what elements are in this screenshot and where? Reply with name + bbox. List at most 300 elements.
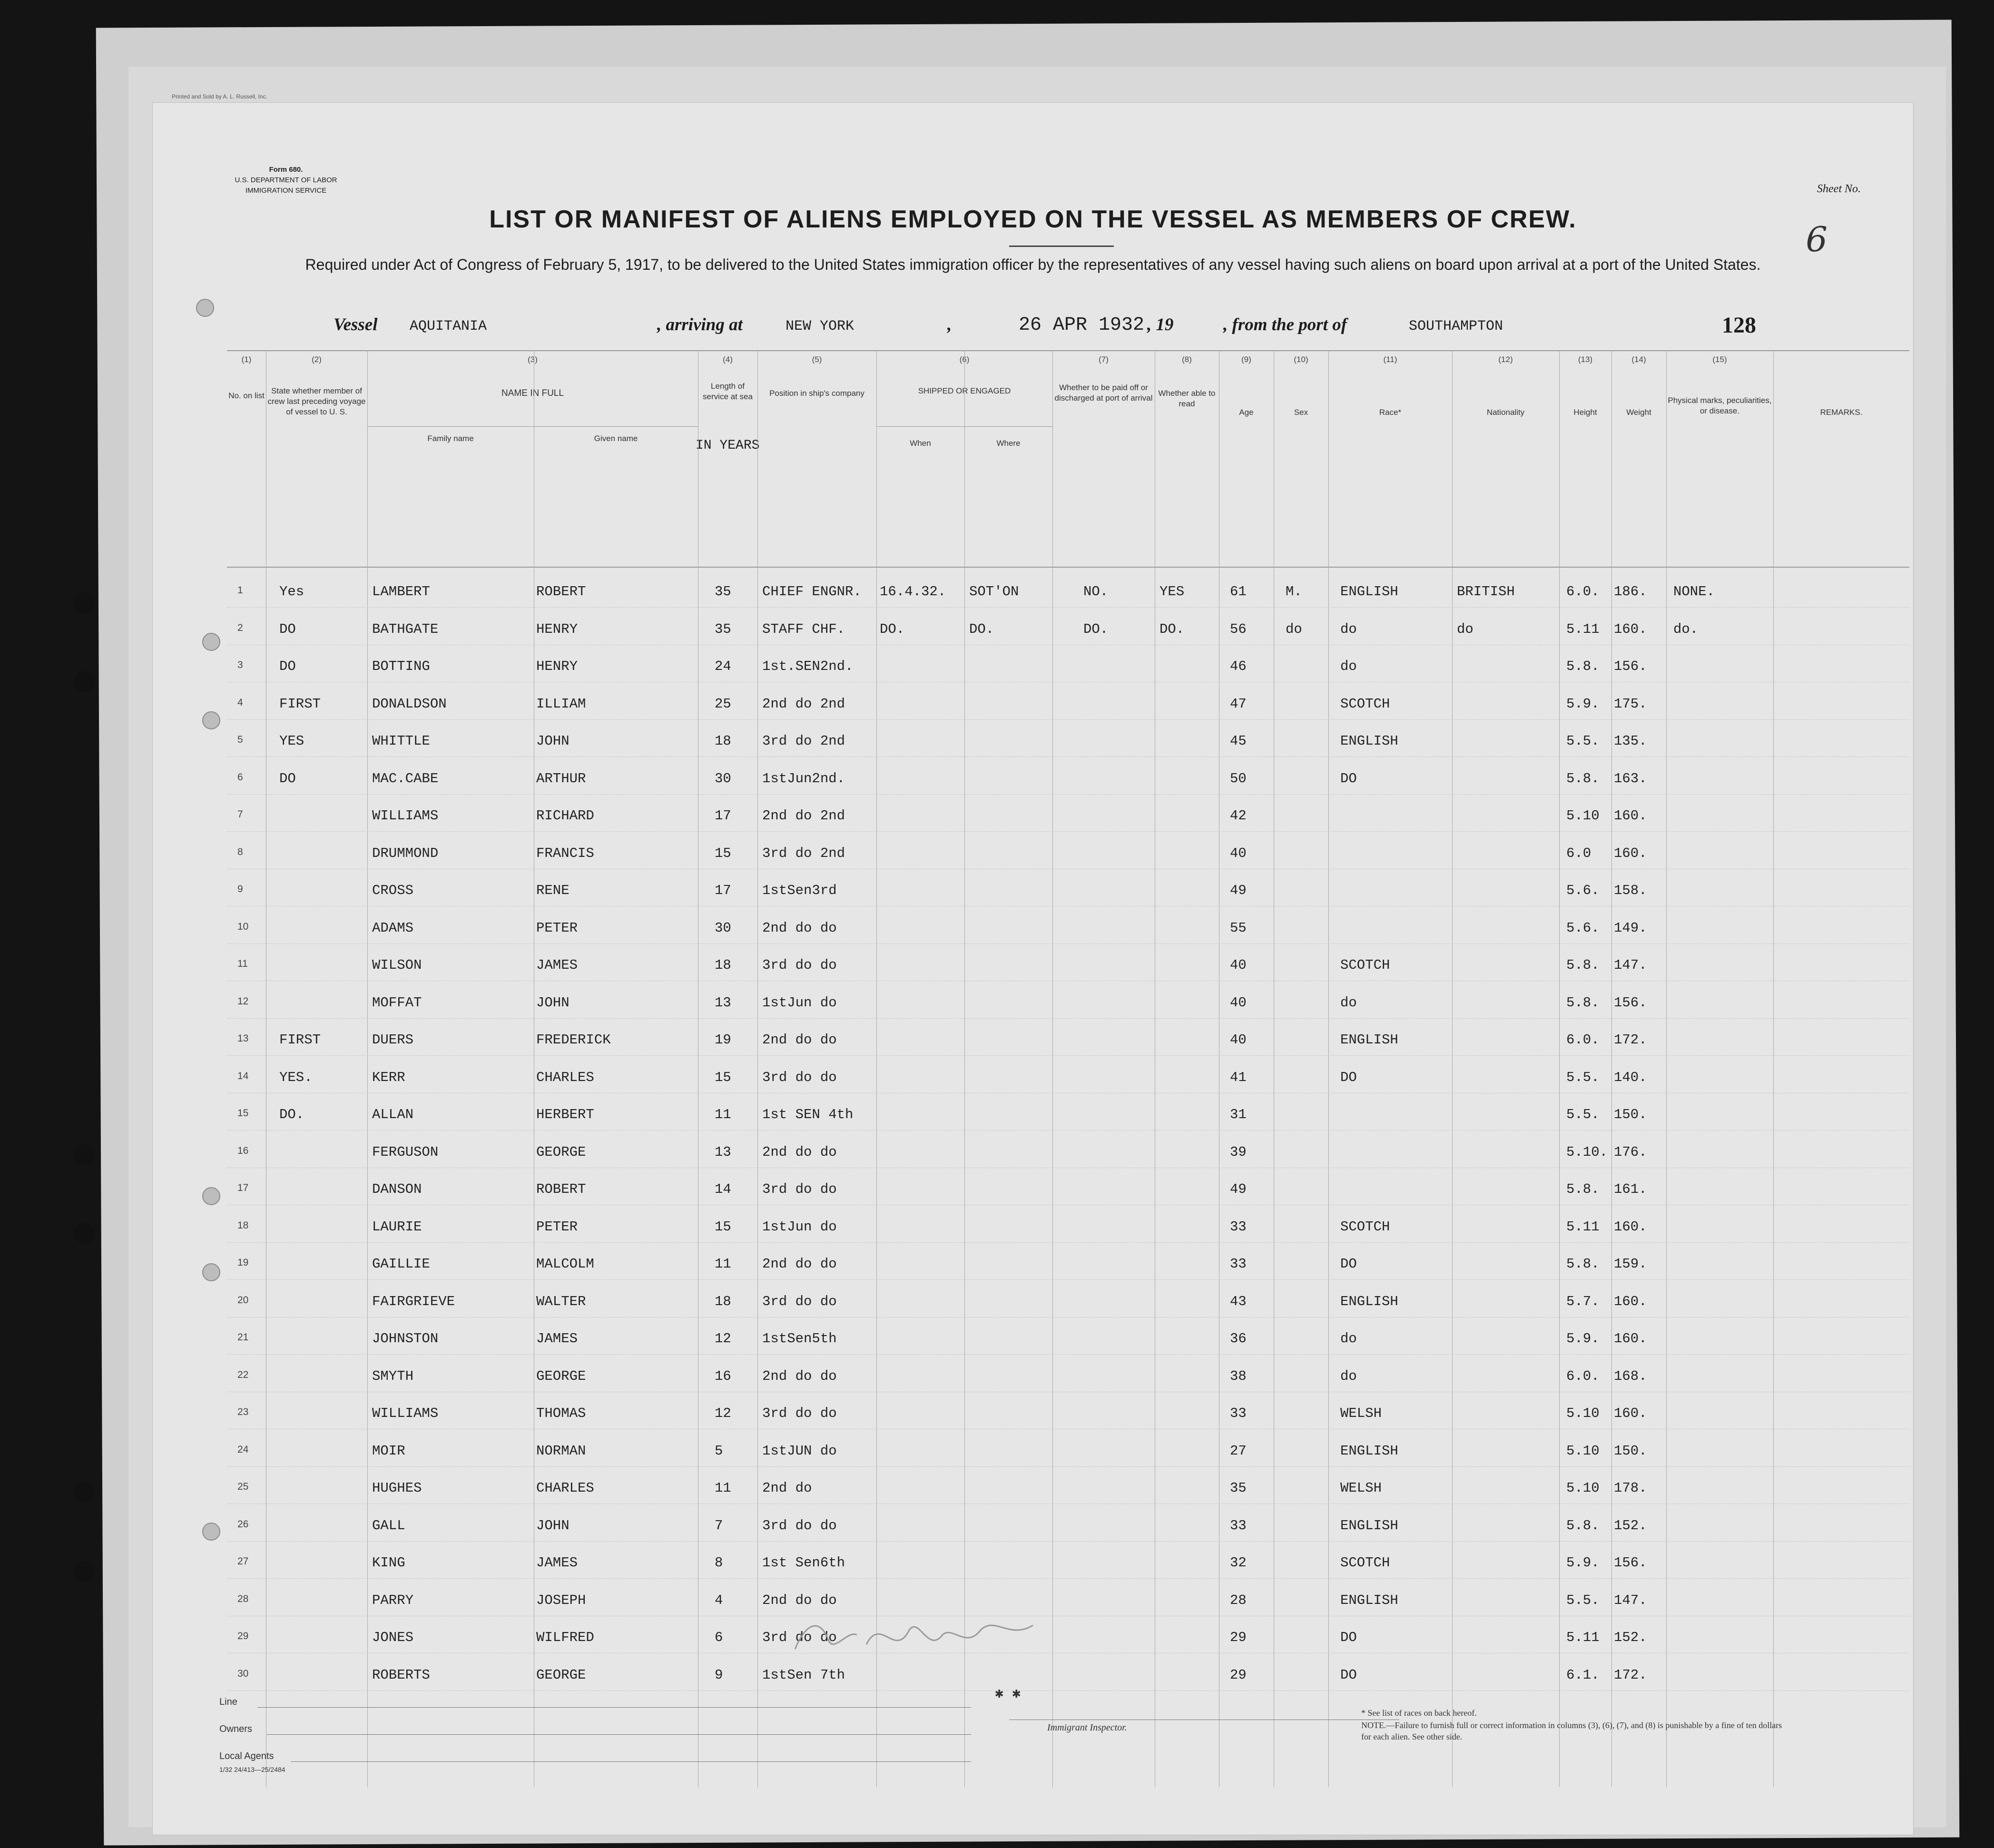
cell-family: GALL	[372, 1517, 405, 1533]
cell-race: WELSH	[1340, 1480, 1382, 1496]
column-rule	[367, 350, 368, 1787]
cell-given: JAMES	[536, 957, 578, 973]
footer-agents-label: Local Agents	[219, 1751, 274, 1761]
col-num-10: (10)	[1294, 355, 1308, 364]
col-num-6: (6)	[959, 355, 970, 364]
cell-age: 47	[1230, 696, 1247, 712]
cell-height: 5.8.	[1566, 1517, 1600, 1533]
cell-service: 8	[715, 1555, 723, 1571]
cell-service: 11	[715, 1256, 731, 1272]
handwritten-signature	[786, 1597, 1052, 1668]
cell-service: 11	[715, 1107, 731, 1122]
cell-given: CHARLES	[536, 1480, 594, 1496]
cell-race: SCOTCH	[1340, 1219, 1390, 1235]
cell-service: 30	[715, 920, 731, 936]
column-rule	[1559, 350, 1560, 1787]
punch-hole	[202, 1523, 220, 1541]
cell-position: 1st Sen6th	[762, 1555, 845, 1571]
penalty-note: NOTE.—Failure to furnish full or correct information in columns (3), (6), (7), and (8) is punishable by a fine of ten dollars for each alien. See other side.	[1361, 1720, 1782, 1741]
cell-weight: 135.	[1614, 733, 1647, 749]
cell-given: MALCOLM	[536, 1256, 594, 1272]
cell-family: DONALDSON	[372, 696, 447, 712]
column-rule	[964, 350, 965, 1787]
row-number: 3	[237, 659, 243, 670]
row-number: 13	[237, 1033, 249, 1044]
row-number: 7	[237, 809, 243, 820]
cell-weight: 149.	[1614, 920, 1647, 936]
crew-table	[227, 350, 1909, 1787]
cell-service: 17	[715, 883, 731, 898]
row-rule	[227, 1578, 1909, 1579]
hdr-given-name: Given name	[594, 434, 638, 443]
cell-given: HERBERT	[536, 1107, 594, 1122]
cell-position: 3rd do do	[762, 1293, 837, 1309]
cell-weight: 152.	[1614, 1630, 1647, 1645]
cell-age: 56	[1230, 621, 1247, 637]
cell-weight: 159.	[1614, 1256, 1647, 1272]
cell-height: 5.8.	[1566, 770, 1600, 786]
cell-service: 5	[715, 1443, 723, 1459]
cell-given: HENRY	[536, 659, 578, 674]
cell-family: WILSON	[372, 957, 422, 973]
cell-read: DO.	[1159, 621, 1185, 637]
cell-age: 49	[1230, 1181, 1247, 1197]
cell-age: 61	[1230, 584, 1247, 600]
cell-service: 25	[715, 696, 731, 712]
cell-family: WILLIAMS	[372, 808, 439, 824]
row-rule	[227, 831, 1909, 832]
year-label: , 19	[1147, 315, 1174, 334]
cell-height: 5.5.	[1566, 733, 1600, 749]
cell-service: 15	[715, 1219, 731, 1235]
cell-race: do	[1340, 1331, 1357, 1347]
cell-service: 35	[715, 621, 731, 637]
cell-given: NORMAN	[536, 1443, 586, 1459]
cell-height: 5.8.	[1566, 1256, 1600, 1272]
cell-family: PARRY	[372, 1592, 414, 1608]
cell-given: CHARLES	[536, 1069, 594, 1085]
column-rule	[1052, 350, 1053, 1787]
cell-nat: do	[1457, 621, 1473, 637]
hdr-where: Where	[996, 439, 1021, 448]
hdr-in-years: IN YEARS	[696, 438, 760, 453]
cell-height: 5.10	[1566, 1406, 1600, 1421]
cell-race: WELSH	[1340, 1406, 1382, 1421]
cell-race: do	[1340, 621, 1357, 637]
cell-given: THOMAS	[536, 1406, 586, 1421]
date-stamp: 26 APR 1932	[1019, 315, 1145, 336]
row-number: 23	[237, 1406, 249, 1417]
cell-weight: 172.	[1614, 1032, 1647, 1048]
cell-given: HENRY	[536, 621, 578, 637]
row-rule	[227, 794, 1909, 795]
cell-position: CHIEF ENGNR.	[762, 584, 862, 600]
hdr-height: Height	[1573, 408, 1597, 417]
cell-height: 6.0	[1566, 845, 1591, 861]
cell-weight: 140.	[1614, 1069, 1647, 1085]
cell-weight: 163.	[1614, 770, 1647, 786]
cell-position: 3rd do do	[762, 1181, 837, 1197]
cell-race: ENGLISH	[1340, 733, 1398, 749]
cell-position: 1stJun2nd.	[762, 770, 845, 786]
cell-family: ADAMS	[372, 920, 414, 936]
cell-height: 5.9.	[1566, 1331, 1600, 1347]
cell-weight: 156.	[1614, 1555, 1647, 1571]
hdr-previous-voyage: State whether member of crew last preceding voyage of vessel to U. S.	[267, 386, 366, 416]
row-number: 25	[237, 1481, 249, 1492]
hdr-shipped-engaged: SHIPPED OR ENGAGED	[918, 386, 1011, 395]
cell-sex: do	[1286, 621, 1302, 637]
cell-read: YES	[1159, 584, 1185, 600]
cell-race: SCOTCH	[1340, 696, 1390, 712]
cell-age: 40	[1230, 845, 1247, 861]
cell-marks: NONE.	[1673, 584, 1715, 600]
cell-family: HUGHES	[372, 1480, 422, 1496]
cell-family: KING	[372, 1555, 405, 1571]
cell-weight: 160.	[1614, 1406, 1647, 1421]
cell-given: FRANCIS	[536, 845, 594, 861]
cell-age: 36	[1230, 1331, 1247, 1347]
cell-age: 31	[1230, 1107, 1247, 1122]
cell-weight: 158.	[1614, 883, 1647, 898]
cell-family: MOIR	[372, 1443, 405, 1459]
cell-age: 29	[1230, 1667, 1247, 1683]
cell-height: 5.8.	[1566, 957, 1600, 973]
cell-service: 15	[715, 1069, 731, 1085]
cell-height: 5.10	[1566, 1480, 1600, 1496]
row-number: 29	[237, 1631, 249, 1642]
cell-race: DO	[1340, 1069, 1357, 1085]
cell-prev: Yes	[279, 584, 305, 600]
cell-where: DO.	[969, 621, 994, 637]
cell-service: 12	[715, 1406, 731, 1421]
row-number: 19	[237, 1257, 249, 1268]
cell-given: ARTHUR	[536, 770, 586, 786]
cell-age: 33	[1230, 1256, 1247, 1272]
hdr-no-on-list: No. on list	[228, 391, 265, 400]
col-num-2: (2)	[312, 355, 322, 364]
cell-weight: 150.	[1614, 1443, 1647, 1459]
row-rule	[227, 1354, 1909, 1355]
cell-service: 17	[715, 808, 731, 824]
cell-given: JOHN	[536, 1517, 570, 1533]
row-number: 16	[237, 1145, 249, 1156]
cell-weight: 178.	[1614, 1480, 1647, 1496]
cell-family: SMYTH	[372, 1368, 414, 1384]
cell-height: 6.0.	[1566, 1032, 1600, 1048]
punch-hole	[74, 1561, 95, 1582]
cell-family: ROBERTS	[372, 1667, 430, 1683]
footer-line-label: Line	[219, 1697, 237, 1707]
hdr-weight: Weight	[1626, 408, 1651, 417]
cell-position: 2nd do do	[762, 1144, 837, 1160]
arriving-port: NEW YORK	[786, 318, 855, 334]
col-num-5: (5)	[812, 355, 822, 364]
cell-height: 5.10.	[1566, 1144, 1608, 1160]
cell-family: LAMBERT	[372, 584, 430, 600]
cell-given: ROBERT	[536, 1181, 586, 1197]
cell-service: 14	[715, 1181, 731, 1197]
cell-age: 50	[1230, 770, 1247, 786]
row-number: 2	[237, 622, 243, 633]
cell-service: 18	[715, 733, 731, 749]
page-subtitle: Required under Act of Congress of February 5, 1917, to be delivered to the United States immigration officer by the representatives of any vessel having such aliens on board upon arrival at a port of the United States.	[305, 256, 1761, 273]
cell-given: WILFRED	[536, 1630, 594, 1645]
cell-family: CROSS	[372, 883, 414, 898]
cell-position: 2nd do do	[762, 1256, 837, 1272]
cell-given: PETER	[536, 1219, 578, 1235]
row-rule	[227, 1279, 1909, 1280]
cell-service: 19	[715, 1032, 731, 1048]
cell-race: ENGLISH	[1340, 1293, 1398, 1309]
cell-age: 41	[1230, 1069, 1247, 1085]
cell-family: MOFFAT	[372, 994, 422, 1011]
cell-position: 3rd do 2nd	[762, 733, 845, 749]
footer-print-code: 1/32 24/413—25/2484	[219, 1766, 285, 1773]
row-number: 12	[237, 995, 249, 1007]
col-num-3: (3)	[528, 355, 538, 364]
row-number: 24	[237, 1444, 249, 1455]
row-number: 17	[237, 1182, 249, 1193]
cell-race: do	[1340, 994, 1357, 1011]
row-number: 22	[237, 1369, 249, 1380]
cell-height: 6.0.	[1566, 1368, 1600, 1384]
cell-height: 5.10	[1566, 1443, 1600, 1459]
cell-family: JONES	[372, 1630, 414, 1645]
col-num-1: (1)	[241, 355, 252, 364]
row-number: 11	[237, 958, 248, 969]
cell-age: 38	[1230, 1368, 1247, 1384]
form-number: Form 680.	[269, 166, 303, 174]
col-num-8: (8)	[1182, 355, 1192, 364]
cell-service: 24	[715, 659, 731, 674]
cell-weight: 160.	[1614, 1219, 1647, 1235]
cell-height: 5.10	[1566, 808, 1600, 824]
cell-height: 5.8.	[1566, 659, 1600, 674]
cell-prev: YES	[279, 733, 305, 749]
cell-given: WALTER	[536, 1293, 586, 1309]
col-num-13: (13)	[1578, 355, 1593, 364]
cell-service: 30	[715, 770, 731, 786]
hdr-physical-marks: Physical marks, peculiarities, or disease.	[1668, 396, 1772, 415]
row-number: 21	[237, 1332, 249, 1343]
cell-family: GAILLIE	[372, 1256, 430, 1272]
row-number: 26	[237, 1518, 249, 1530]
vessel-line: Vessel AQUITANIA , arriving at NEW YORK , 26 APR 1932 , 19 , from the port of SOUTHAMPTON	[334, 315, 1503, 336]
cell-weight: 176.	[1614, 1144, 1647, 1160]
hdr-remarks: REMARKS.	[1820, 408, 1863, 417]
cell-family: WILLIAMS	[372, 1406, 439, 1421]
hdr-when: When	[910, 439, 931, 448]
cell-race: ENGLISH	[1340, 1443, 1398, 1459]
cell-given: FREDERICK	[536, 1032, 611, 1048]
cell-family: DUERS	[372, 1032, 414, 1048]
cell-prev: FIRST	[279, 1032, 321, 1048]
cell-position: 2nd do 2nd	[762, 808, 845, 824]
cell-age: 45	[1230, 733, 1247, 749]
row-number: 15	[237, 1108, 249, 1119]
cell-position: 1st SEN 4th	[762, 1107, 854, 1122]
form-identifier	[210, 165, 362, 196]
page-title: LIST OR MANIFEST OF ALIENS EMPLOYED ON THE VESSEL AS MEMBERS OF CREW.	[489, 206, 1577, 233]
cell-family: BOTTING	[372, 659, 430, 674]
cell-race: DO	[1340, 770, 1357, 786]
title-rule	[1009, 246, 1114, 247]
sheet-no-label: Sheet No.	[1817, 183, 1861, 195]
cell-position: 1stJun do	[762, 994, 837, 1011]
column-rule	[1328, 350, 1329, 1787]
cell-given: JAMES	[536, 1331, 578, 1347]
from-label: , from the port of	[1223, 315, 1347, 334]
cell-weight: 152.	[1614, 1517, 1647, 1533]
cell-position: 1stJUN do	[762, 1443, 837, 1459]
service: IMMIGRATION SERVICE	[245, 187, 327, 195]
cell-position: 1stSen3rd	[762, 883, 837, 898]
punch-hole	[74, 671, 95, 692]
header-top-rule	[227, 350, 1909, 351]
cell-position: 3rd do 2nd	[762, 845, 845, 861]
printer-credit: Printed and Sold by A. L. Russell, Inc.	[172, 93, 267, 100]
col-num-9: (9)	[1241, 355, 1251, 364]
cell-race: ENGLISH	[1340, 1592, 1398, 1608]
cell-when: DO.	[880, 621, 905, 637]
cell-position: 2nd do do	[762, 920, 837, 936]
row-number: 5	[237, 734, 243, 745]
row-rule	[227, 1466, 1909, 1467]
cell-given: JOSEPH	[536, 1592, 586, 1608]
row-rule	[227, 1018, 1909, 1019]
cell-age: 35	[1230, 1480, 1247, 1496]
cell-height: 5.5.	[1566, 1592, 1600, 1608]
cell-height: 5.8.	[1566, 1181, 1600, 1197]
punch-hole	[196, 299, 214, 317]
cell-height: 5.9.	[1566, 1555, 1600, 1571]
row-number: 10	[237, 921, 249, 932]
manifest-sheet	[152, 93, 1914, 1835]
cell-age: 55	[1230, 920, 1247, 936]
cell-position: 1st.SEN2nd.	[762, 659, 854, 674]
cell-weight: 156.	[1614, 994, 1647, 1011]
column-rule	[1773, 350, 1774, 1787]
cell-race: DO	[1340, 1256, 1357, 1272]
col-num-14: (14)	[1631, 355, 1646, 364]
row-number: 4	[237, 697, 243, 708]
row-rule	[227, 1541, 1909, 1542]
cell-position: 1stJun do	[762, 1219, 837, 1235]
footer-owners-label: Owners	[219, 1724, 252, 1734]
cell-family: DRUMMOND	[372, 845, 439, 861]
row-number: 9	[237, 884, 243, 895]
cell-family: FAIRGRIEVE	[372, 1293, 455, 1309]
cell-prev: DO	[279, 621, 296, 637]
cell-family: ALLAN	[372, 1107, 414, 1122]
cell-age: 46	[1230, 659, 1247, 674]
punch-hole	[202, 633, 220, 651]
cell-age: 29	[1230, 1630, 1247, 1645]
cell-age: 42	[1230, 808, 1247, 824]
sheet-no-handwritten: 6	[1806, 219, 1827, 259]
column-rule	[1452, 350, 1453, 1787]
column-rule	[1611, 350, 1612, 1787]
cell-prev: DO	[279, 659, 296, 674]
vessel-label: Vessel	[334, 315, 378, 334]
cell-given: RICHARD	[536, 808, 594, 824]
col-num-4: (4)	[723, 355, 733, 364]
cell-prev: DO	[279, 770, 296, 786]
cell-given: GEORGE	[536, 1667, 586, 1683]
cell-service: 11	[715, 1480, 731, 1496]
cell-weight: 160.	[1614, 808, 1647, 824]
cell-height: 5.7.	[1566, 1293, 1600, 1309]
hdr-race: Race*	[1379, 408, 1402, 417]
punch-hole	[74, 1482, 95, 1503]
column-rule	[757, 350, 758, 1787]
cell-weight: 161.	[1614, 1181, 1647, 1197]
cell-prev: FIRST	[279, 696, 321, 712]
from-port: SOUTHAMPTON	[1409, 318, 1503, 334]
cell-given: GEORGE	[536, 1368, 586, 1384]
cell-weight: 160.	[1614, 845, 1647, 861]
cell-height: 5.5.	[1566, 1069, 1600, 1085]
row-number: 18	[237, 1219, 249, 1231]
cell-age: 40	[1230, 957, 1247, 973]
cell-position: 3rd do do	[762, 957, 837, 973]
cell-age: 33	[1230, 1517, 1247, 1533]
cell-family: DANSON	[372, 1181, 422, 1197]
cell-sex: M.	[1286, 584, 1302, 600]
cell-weight: 172.	[1614, 1667, 1647, 1683]
hdr-position: Position in ship's company	[769, 389, 864, 398]
hdr-family-name: Family name	[427, 434, 474, 443]
cell-prev: DO.	[279, 1107, 305, 1122]
row-number: 8	[237, 846, 243, 857]
cell-weight: 147.	[1614, 1592, 1647, 1608]
punch-hole	[74, 592, 95, 613]
header-bottom-rule	[227, 567, 1909, 568]
cell-prev: YES.	[279, 1069, 313, 1085]
cell-height: 5.6.	[1566, 920, 1600, 936]
column-rule	[1666, 350, 1667, 1787]
cell-service: 12	[715, 1331, 731, 1347]
cell-height: 5.5.	[1566, 1107, 1600, 1122]
hdr-age: Age	[1239, 408, 1254, 417]
cell-age: 40	[1230, 994, 1247, 1011]
cell-paid: NO.	[1083, 584, 1109, 600]
department: U.S. DEPARTMENT OF LABOR	[235, 176, 337, 184]
hdr-paid-off: Whether to be paid off or discharged at port of arrival	[1054, 383, 1153, 403]
cell-position: 1stSen 7th	[762, 1667, 845, 1683]
cell-service: 35	[715, 584, 731, 600]
cell-family: BATHGATE	[372, 621, 439, 637]
row-number: 14	[237, 1070, 249, 1081]
row-number: 27	[237, 1556, 249, 1567]
cell-weight: 175.	[1614, 696, 1647, 712]
row-rule	[227, 719, 1909, 720]
cell-weight: 160.	[1614, 1293, 1647, 1309]
cell-given: ROBERT	[536, 584, 586, 600]
punch-hole	[202, 1187, 220, 1205]
cell-service: 16	[715, 1368, 731, 1384]
cell-where: SOT'ON	[969, 584, 1019, 600]
cell-weight: 150.	[1614, 1107, 1647, 1122]
row-rule	[227, 607, 1909, 608]
cell-height: 5.11	[1566, 1630, 1600, 1645]
cell-age: 28	[1230, 1592, 1247, 1608]
cell-weight: 160.	[1614, 1331, 1647, 1347]
race-note: * See list of races on back hereof.	[1361, 1708, 1477, 1718]
cell-age: 43	[1230, 1293, 1247, 1309]
col-num-15: (15)	[1712, 355, 1727, 364]
